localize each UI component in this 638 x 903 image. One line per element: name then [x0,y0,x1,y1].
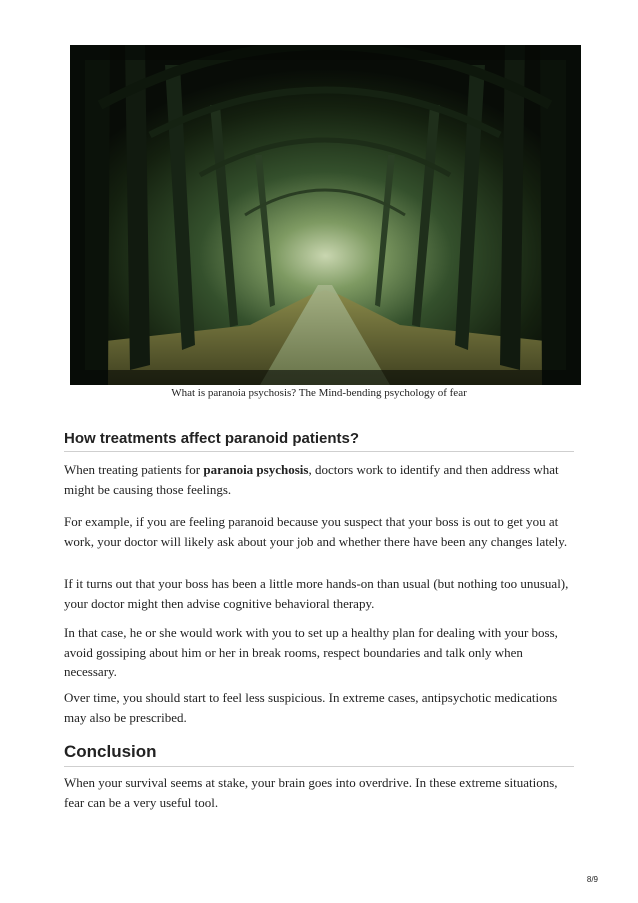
paragraph-over-time: Over time, you should start to feel less suspicious. In extreme cases, antipsychotic medications may also be prescribed. [64,690,558,725]
bold-term-paranoia-psychosis: paranoia psychosis [203,462,309,477]
paragraph-healthy-plan: In that case, he or she would work with you to set up a healthy plan for dealing with your boss, avoid gossiping about him or her in break rooms, respect boundaries and talk only when necessary. [64,625,558,679]
forest-path-illustration [70,45,581,385]
page-number: 8/9 [586,875,598,884]
forest-path-image [70,45,581,385]
paragraph-example: For example, if you are feeling paranoid because you suspect that your boss is out to get you at work, your doctor will likely ask about your job and whether there have been any changes lately. [64,514,568,549]
section-heading-treatments: How treatments affect paranoid patients? [64,430,574,452]
section-heading-conclusion: Conclusion [64,742,574,767]
paragraph-text-before: When treating patients for [64,462,204,477]
figure-caption: What is paranoia psychosis? The Mind-bending psychology of fear [171,387,467,399]
paragraph-treating-patients [64,460,574,499]
paragraph-conclusion: When your survival seems at stake, your brain goes into overdrive. In these extreme situations, fear can be a very useful tool. [64,775,558,810]
paragraph-boss-hands-on: If it turns out that your boss has been a little more hands-on than usual (but nothing too unusual), your doctor might then advise cognitive behavioral therapy. [64,576,569,611]
paragraph-text-after: , doctors work to identify and then address what might be causing those feelings. [64,462,559,497]
